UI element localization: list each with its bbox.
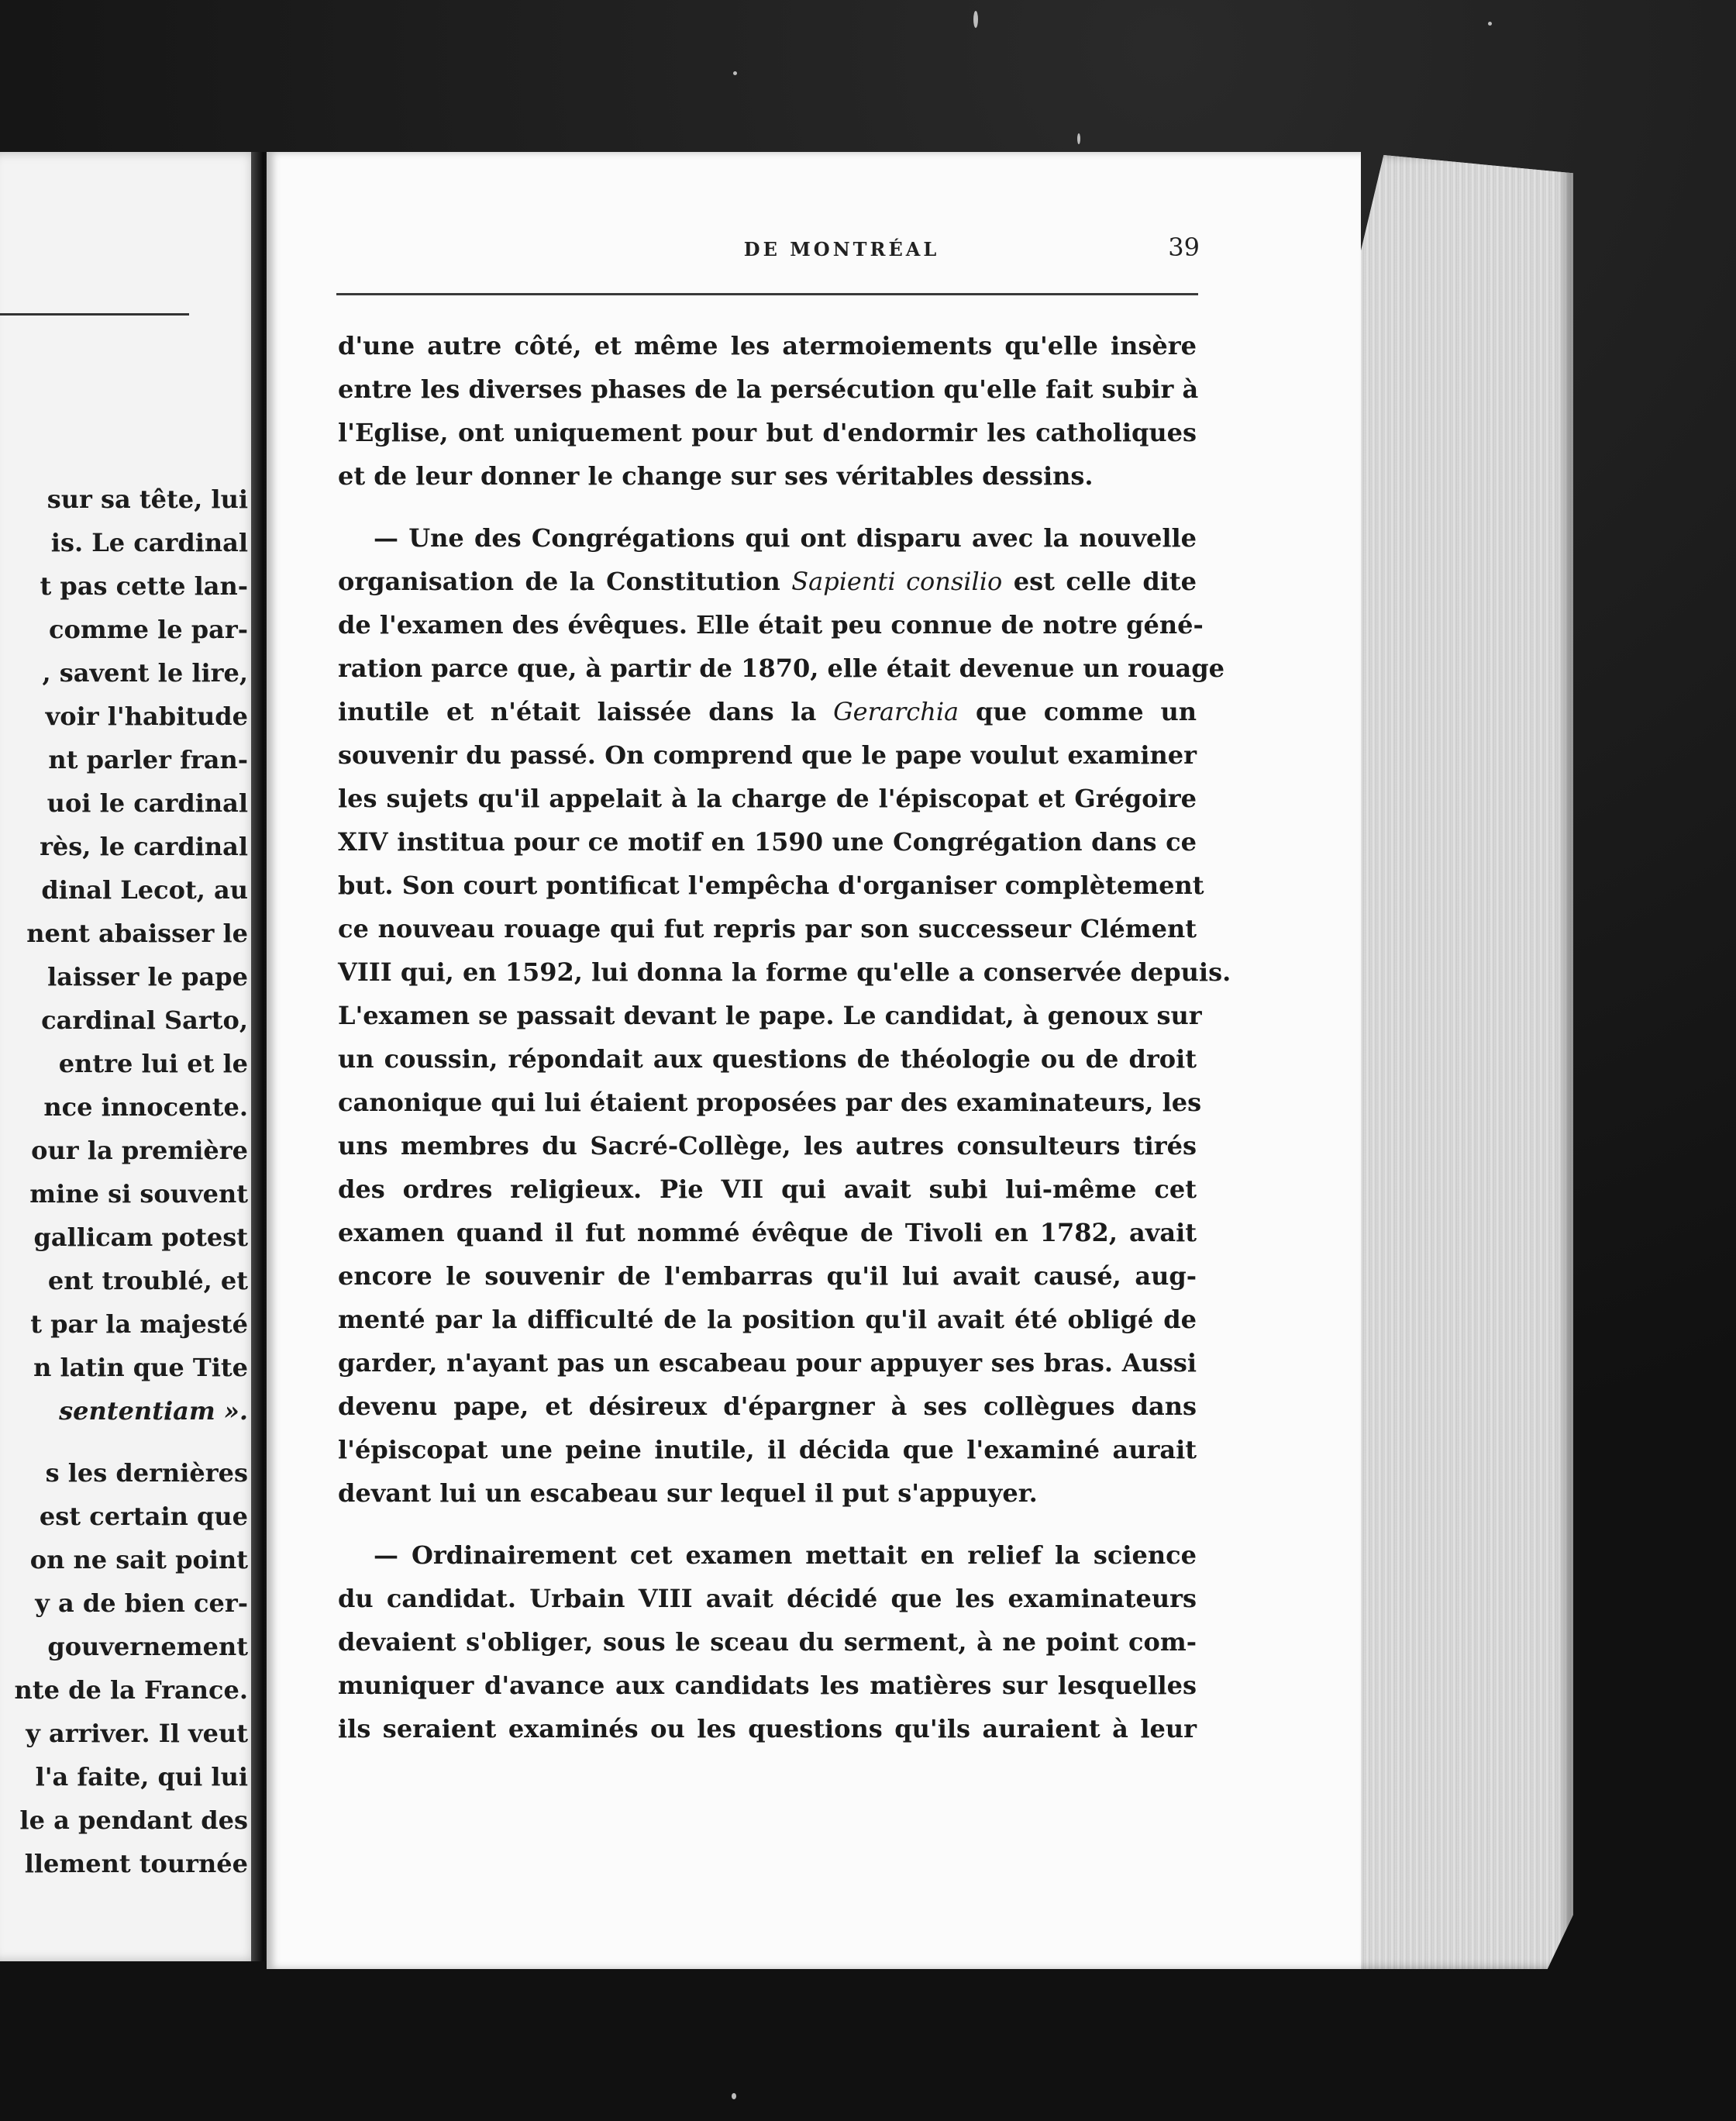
left-line: our la première <box>31 1136 248 1165</box>
text-line: menté par la difficulté de la position qu'il avait été obligé de <box>338 1305 1197 1334</box>
dust-speck <box>1488 22 1492 26</box>
left-line: ent troublé, et <box>47 1266 248 1295</box>
left-line: entre lui et le <box>58 1049 248 1078</box>
left-line: gouvernement <box>47 1632 248 1661</box>
text-line: de l'examen des évêques. Elle était peu connue de notre géné- <box>338 610 1204 640</box>
dust-speck <box>1077 133 1080 144</box>
text-segment: est celle dite <box>1013 567 1197 596</box>
text-line: — Une des Congrégations qui ont disparu avec la nouvelle <box>374 523 1197 553</box>
left-line: , savent le lire, <box>42 658 248 688</box>
left-page-rule <box>0 313 189 316</box>
left-line: llement tournée <box>24 1849 248 1878</box>
left-line: y a de bien cer- <box>35 1588 248 1618</box>
text-segment: inutile et n'était laissée dans la <box>338 697 817 726</box>
left-line: rès, le cardinal <box>40 832 248 861</box>
left-line: s les dernières <box>45 1458 248 1488</box>
left-line: le a pendant des <box>19 1805 248 1835</box>
text-line: l'épiscopat une peine inutile, il décida que l'examiné aurait <box>338 1435 1197 1464</box>
text-line: souvenir du passé. On comprend que le pape voulut examiner <box>338 740 1197 770</box>
page-edges <box>1358 155 1573 1969</box>
left-line: est certain que <box>39 1502 248 1531</box>
left-line: mine si souvent <box>29 1179 248 1209</box>
left-page <box>0 152 260 1961</box>
italic-title: Sapienti consilio <box>791 567 1003 596</box>
left-line: laisser le pape <box>47 962 248 992</box>
text-line: canonique qui lui étaient proposées par des examinateurs, les <box>338 1088 1202 1117</box>
text-line: les sujets qu'il appelait à la charge de l'épiscopat et Grégoire <box>338 784 1197 813</box>
left-line: uoi le cardinal <box>46 788 248 818</box>
body-text <box>338 324 1231 1750</box>
text-line: d'une autre côté, et même les atermoiements qu'elle insère <box>338 331 1197 360</box>
text-line: XIV institua pour ce motif en 1590 une Congrégation dans ce <box>338 827 1197 857</box>
left-line: cardinal Sarto, <box>41 1005 248 1035</box>
text-line: muniquer d'avance aux candidats les matières sur lesquelles <box>338 1671 1197 1700</box>
dust-speck <box>973 11 978 28</box>
right-page <box>267 152 1361 1969</box>
text-line: du candidat. Urbain VIII avait décidé que les examinateurs <box>338 1584 1197 1613</box>
text-line: devenu pape, et désireux d'épargner à ses collègues dans <box>338 1392 1197 1421</box>
running-head: DE MONTRÉAL <box>743 238 940 260</box>
text-line <box>338 560 1197 603</box>
text-line: ce nouveau rouage qui fut repris par son successeur Clément <box>338 914 1197 943</box>
text-line: — Ordinairement cet examen mettait en relief la science <box>374 1540 1197 1570</box>
left-page-text <box>0 478 248 1885</box>
text-line: devaient s'obliger, sous le sceau du serment, à ne point com- <box>338 1627 1197 1657</box>
text-line: VIII qui, en 1592, lui donna la forme qu'elle a conservée depuis. <box>338 957 1231 987</box>
text-line: et de leur donner le change sur ses véritables dessins. <box>338 461 1094 491</box>
left-line: t par la majesté <box>30 1309 248 1339</box>
left-line: nce innocente. <box>43 1092 248 1122</box>
text-line: des ordres religieux. Pie VII qui avait subi lui-même cet <box>338 1174 1197 1204</box>
text-line: devant lui un escabeau sur lequel il put s'appuyer. <box>338 1478 1038 1508</box>
text-line: examen quand il fut nommé évêque de Tivoli en 1782, avait <box>338 1218 1197 1247</box>
text-line: l'Eglise, ont uniquement pour but d'endormir les catholiques <box>338 418 1197 447</box>
left-line: dinal Lecot, au <box>41 875 248 905</box>
text-line <box>338 690 1197 733</box>
text-line: L'examen se passait devant le pape. Le candidat, à genoux sur <box>338 1001 1202 1030</box>
text-line: but. Son court pontificat l'empêcha d'organiser complètement <box>338 871 1204 900</box>
text-line: un coussin, répondait aux questions de théologie ou de droit <box>338 1044 1197 1074</box>
left-line: sur sa tête, lui <box>46 485 248 514</box>
text-line: encore le souvenir de l'embarras qu'il lui avait causé, aug- <box>338 1261 1197 1291</box>
left-line: nt parler fran- <box>48 745 248 774</box>
italic-title: Gerarchia <box>833 697 959 726</box>
header-rule <box>336 293 1198 295</box>
left-line: voir l'habitude <box>45 702 248 731</box>
left-line: gallicam potest <box>33 1223 248 1252</box>
text-line: ils seraient examinés ou les questions qu'ils auraient à leur <box>338 1714 1197 1743</box>
left-line: comme le par- <box>49 615 248 644</box>
left-line: y arriver. Il veut <box>26 1719 248 1748</box>
left-line: sententiam ». <box>59 1396 248 1426</box>
left-line: t pas cette lan- <box>40 571 248 601</box>
left-line: nte de la France. <box>14 1675 248 1705</box>
text-segment: que comme un <box>975 697 1197 726</box>
dust-speck <box>733 71 737 75</box>
left-line: nent abaisser le <box>26 919 248 948</box>
text-line: uns membres du Sacré-Collège, les autres consulteurs tirés <box>338 1131 1197 1161</box>
page-number: 39 <box>1168 233 1200 262</box>
text-line: ration parce que, à partir de 1870, elle était devenue un rouage <box>338 654 1224 683</box>
text-segment: organisation de la Constitution <box>338 567 780 596</box>
left-line: n latin que Tite <box>33 1353 248 1382</box>
dust-speck <box>732 2093 736 2099</box>
text-line: entre les diverses phases de la persécution qu'elle fait subir à <box>338 374 1199 404</box>
left-line: is. Le cardinal <box>50 528 248 557</box>
left-line: on ne sait point <box>29 1545 248 1574</box>
left-line: l'a faite, qui lui <box>35 1762 248 1792</box>
text-line: garder, n'ayant pas un escabeau pour appuyer ses bras. Aussi <box>338 1348 1197 1378</box>
